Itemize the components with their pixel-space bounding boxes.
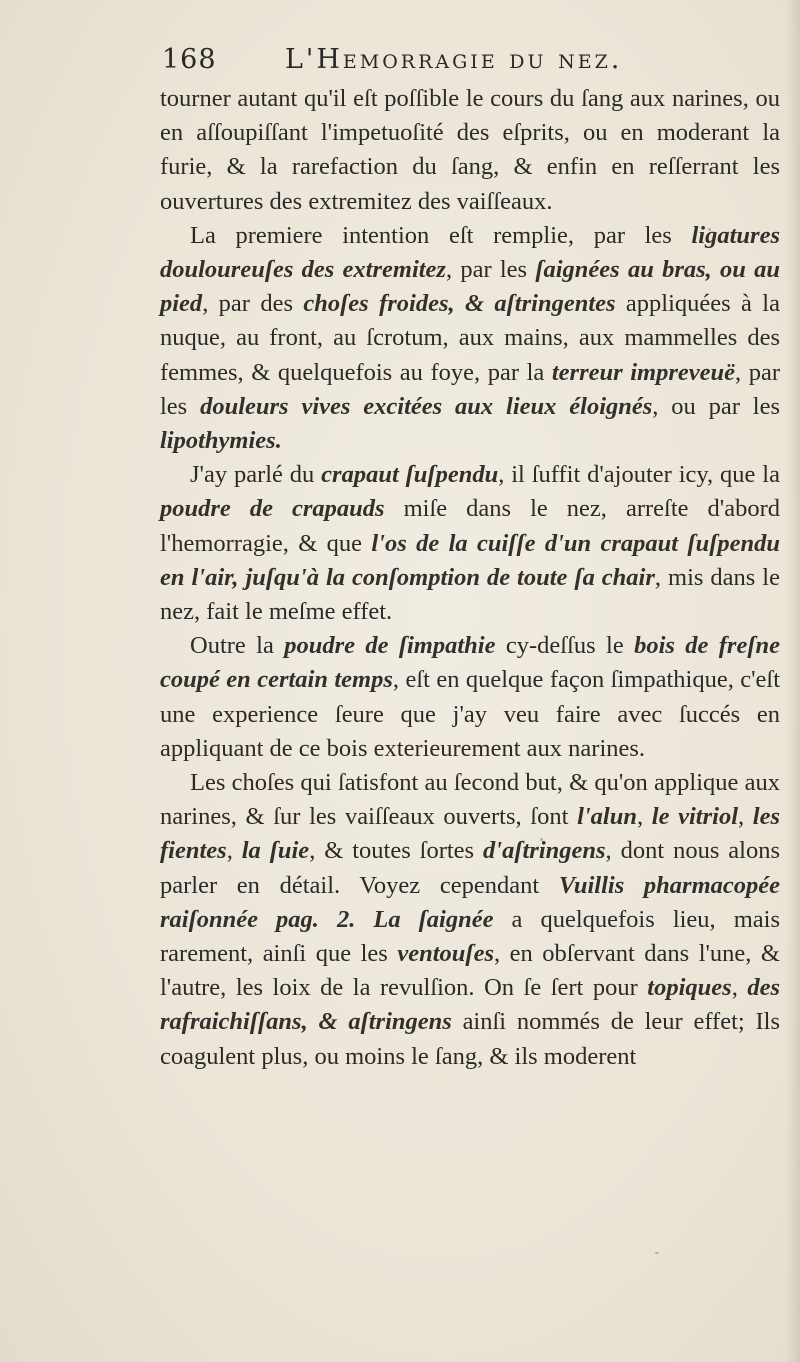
paragraph — [160, 766, 780, 1074]
text-run: Les choſes qui ſatisfont au ſecond but, & qu'on applique aux narines, & ſur les vaiſſeaux ouverts, ſont — [160, 769, 780, 831]
text-run: Outre la — [190, 632, 285, 660]
text-run: cy-deſſus le — [495, 632, 635, 660]
running-title: L'Hemorragie du nez. — [285, 44, 623, 75]
text-run: , il ſuffit d'ajouter icy, que la — [498, 461, 780, 489]
text-run: , — [226, 837, 242, 865]
text-run: J'ay parlé du — [190, 461, 322, 489]
italic-phrase: poudre de crapauds — [160, 495, 385, 523]
text-run: ainſi nommés de leur effet; Ils coagulent plus, ou moins le ſang, & ils moderent — [160, 1008, 780, 1070]
italic-phrase: des rafraichiſſans, & aſtringens — [160, 974, 780, 1036]
italic-phrase: l'os de la cuiſſe d'un crapaut ſuſpendu en l'air, juſqu'à la conſomption de toute ſa chair — [160, 529, 780, 591]
text-run: , & toutes ſortes — [309, 837, 484, 865]
text-run: appliquées à la nuque, au front, au ſcrotum, aux mains, aux mammelles des femmes, & quelquefois au foye, par la — [160, 290, 780, 386]
italic-phrase: terreur impreveuë — [551, 358, 735, 386]
paper-speck — [708, 228, 711, 231]
page-header — [162, 44, 772, 84]
paragraph — [160, 82, 780, 219]
text-run: , mis dans le nez, fait le meſme effet. — [160, 563, 780, 626]
paragraph — [160, 458, 780, 629]
text-run: , dont nous alons parler en détail. Voyez cependant — [160, 837, 780, 899]
text-run: La premiere intention eſt remplie, par les — [190, 221, 692, 249]
italic-phrase: la ſuie — [241, 837, 310, 865]
italic-phrase: bois de freſne coupé en certain temps — [160, 632, 780, 694]
italic-phrase: Vuillis pharmacopée raiſonnée pag. 2. La ſaignée — [160, 871, 781, 933]
italic-phrase: d'aſtringens — [483, 837, 606, 865]
italic-phrase: les fientes — [160, 803, 780, 865]
italic-phrase: douleurs vives excitées aux lieux éloignés — [200, 392, 653, 420]
italic-phrase: ſaignées au bras, ou au pied — [160, 256, 781, 318]
paper-speck — [655, 1252, 659, 1254]
italic-phrase: poudre de ſimpathie — [284, 632, 496, 660]
italic-phrase: le vitriol — [651, 803, 738, 831]
text-run: , — [738, 803, 753, 831]
italic-phrase: crapaut ſuſpendu — [321, 461, 499, 489]
body-text — [160, 82, 780, 1074]
text-run: , par les — [160, 358, 780, 420]
text-run: , eſt en quelque façon ſimpathique, c'eſt une experience ſeure que j'ay veu faire avec ſuccés en appliquant de ce bois exterieurement aux narines. — [160, 666, 780, 762]
text-run: , — [731, 974, 748, 1002]
text-run: , ou par les — [652, 392, 781, 420]
text-run: , par des — [202, 290, 304, 318]
text-run: miſe dans le nez, arreſte d'abord l'hemorragie, & que — [160, 495, 780, 557]
italic-phrase: l'alun — [577, 803, 637, 831]
text-run: , — [637, 803, 652, 831]
italic-phrase: ventouſes — [397, 940, 494, 968]
page-edge-shadow — [786, 0, 800, 1362]
page-number: 168 — [162, 44, 217, 75]
italic-phrase: topiques — [647, 974, 732, 1002]
paper-speck — [540, 838, 543, 841]
paragraph — [160, 629, 780, 766]
text-run: a quelquefois lieu, mais rarement, ainſi que les — [160, 905, 780, 968]
italic-phrase: ligatures douloureuſes des extremitez — [160, 221, 780, 284]
text-run: , par les — [445, 256, 536, 284]
italic-phrase: choſes froides, & aſtringentes — [303, 290, 616, 318]
paragraph — [160, 219, 780, 458]
text-run: , en obſervant dans l'une, & l'autre, les loix de la revulſion. On ſe ſert pour — [160, 940, 780, 1002]
text-run: tourner autant qu'il eſt poſſible le cours du ſang aux narines, ou en aſſoupiſſant l'impetuoſité des eſprits, ou en moderant la furie, & la rarefaction du ſang, & enfin en reſſerrant les ouvertures des extremitez des vaiſſeaux. — [160, 85, 780, 215]
italic-phrase: lipothymies. — [160, 427, 282, 455]
